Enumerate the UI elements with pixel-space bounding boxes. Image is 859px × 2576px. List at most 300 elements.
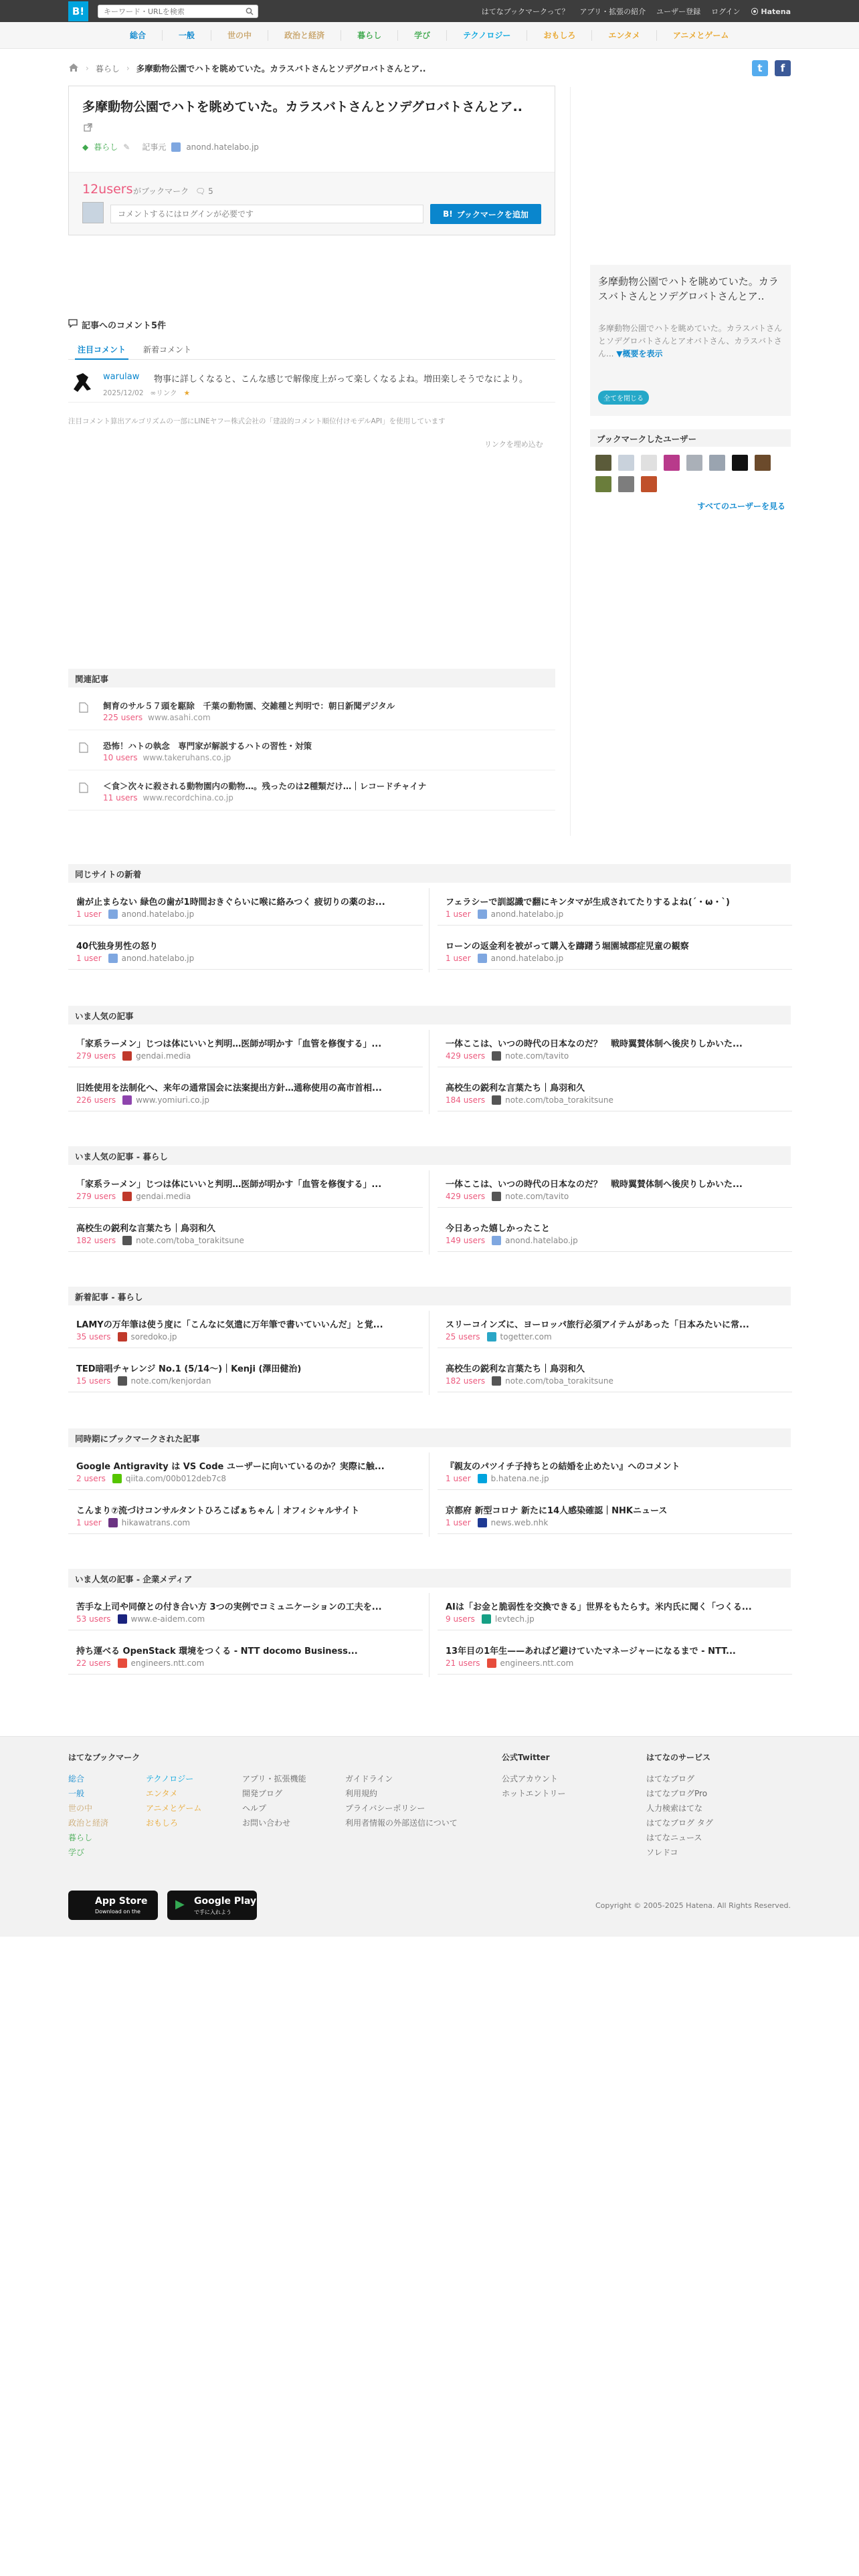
site-favicon-icon (492, 1051, 501, 1061)
footer-heading: はてなブックマーク (68, 1753, 140, 1762)
footer-link[interactable]: はてなブログPro (646, 1789, 708, 1798)
external-link-icon[interactable] (84, 123, 92, 134)
category-icon: ◆ (82, 142, 89, 152)
footer-link[interactable]: テクノロジー (146, 1774, 194, 1784)
comment-count: 5 (208, 187, 213, 196)
footer-link[interactable]: 学び (68, 1848, 85, 1857)
list-item-domain[interactable]: b.hatena.ne.jp (490, 1474, 549, 1483)
list-item-users[interactable]: 22 users (76, 1658, 111, 1668)
section-column-divider (429, 1311, 430, 1395)
footer (0, 1736, 859, 1937)
apps-link[interactable]: アプリ・拡張の紹介 (579, 7, 646, 16)
source-favicon-icon (171, 142, 181, 152)
section-heading: いま人気の記事 - 企業メディア (68, 1569, 791, 1588)
list-item-domain[interactable]: note.com/kenjordan (130, 1376, 211, 1386)
ai-note: 注目コメント算出アルゴリズムの一部にLINEヤフー株式会社の「建設的コメント順位付けモデルAPI」を使用しています (68, 417, 446, 425)
footer-link[interactable]: 開発ブログ (242, 1789, 283, 1798)
user-avatar-icon[interactable] (664, 455, 680, 471)
footer-link[interactable]: お問い合わせ (242, 1818, 291, 1828)
list-item-meta (76, 1518, 190, 1527)
category-tab[interactable]: 一般 (179, 31, 195, 40)
list-item[interactable] (68, 1213, 423, 1252)
list-item-domain[interactable]: gendai.media (136, 1192, 191, 1201)
footer-links-guide (345, 1772, 458, 1830)
list-item-meta (76, 909, 194, 919)
list-item-users[interactable]: 429 users (446, 1192, 486, 1201)
list-item[interactable] (68, 1636, 423, 1675)
site-favicon-icon (478, 954, 487, 963)
footer-link[interactable]: はてなブログ (646, 1774, 695, 1784)
related-title[interactable]: 飼育のサル５７頭を駆除 千葉の動物園、交雑種と判明で：朝日新聞デジタル (103, 701, 395, 711)
footer-link[interactable]: アニメとゲーム (146, 1804, 202, 1813)
list-item-title[interactable]: 高校生の鋭利な言葉たち｜鳥羽和久 (446, 1364, 585, 1374)
site-favicon-icon (108, 909, 118, 919)
column-divider (570, 87, 571, 836)
site-favicon-icon (112, 1474, 122, 1483)
category-tab[interactable]: アニメとゲーム (672, 31, 729, 40)
list-item-domain[interactable]: note.com/toba_torakitsune (505, 1376, 613, 1386)
section-heading: 新着記事 - 暮らし (68, 1287, 791, 1305)
login-link[interactable]: ログイン (711, 7, 741, 16)
list-item-domain[interactable]: note.com/toba_torakitsune (505, 1095, 613, 1105)
category-tab[interactable]: エンタメ (608, 31, 640, 40)
list-item-domain[interactable]: note.com/tavito (505, 1192, 569, 1201)
footer-link[interactable]: 暮らし (68, 1833, 93, 1842)
search-box (98, 5, 258, 18)
footer-link[interactable]: 一般 (68, 1789, 85, 1798)
related-meta (103, 793, 233, 802)
list-item[interactable] (68, 1029, 423, 1067)
list-item[interactable] (438, 1169, 792, 1208)
list-item-domain[interactable]: engineers.ntt.com (130, 1658, 205, 1668)
list-item-title[interactable]: 高校生の鋭利な言葉たち｜鳥羽和久 (76, 1224, 216, 1234)
category-tab[interactable]: 総合 (130, 31, 147, 40)
list-item-users[interactable]: 182 users (76, 1236, 116, 1245)
footer-link[interactable]: ソレドコ (646, 1848, 678, 1857)
site-favicon-icon (478, 909, 487, 919)
footer-link[interactable]: 利用者情報の外部送信について (345, 1818, 458, 1828)
comment-meta (103, 388, 190, 398)
entry-title[interactable]: 多摩動物公園でハトを眺めていた。カラスバトさんとソデグロバトさんとア.. (82, 100, 522, 114)
related-users[interactable]: 225 users (103, 713, 143, 722)
hatena-icon: ⦿ (751, 7, 761, 16)
list-item-users[interactable]: 2 users (76, 1474, 106, 1483)
list-item-users[interactable]: 226 users (76, 1095, 116, 1105)
list-item-meta (446, 909, 563, 919)
list-item-title[interactable]: フェラシーで訓認識で翻にキンタマが生成されてたりするよね(´・ω・`) (446, 897, 730, 907)
list-item-users[interactable]: 15 users (76, 1376, 111, 1386)
list-item-users[interactable]: 1 user (446, 954, 471, 963)
add-bookmark-label: ブックマークを追加 (456, 209, 529, 219)
site-favicon-icon (122, 1095, 132, 1105)
list-item-users[interactable]: 1 user (446, 909, 471, 919)
breadcrumb-category[interactable]: 暮らし (95, 64, 120, 74)
list-item-meta (446, 1236, 578, 1245)
list-item-meta (76, 1614, 205, 1624)
list-item-meta (446, 1614, 535, 1624)
list-item-title[interactable]: 苦手な上司や同僚との付き合い方 3つの実例でコミュニケーションの工夫を... (76, 1602, 382, 1612)
bookmark-user-icons (595, 455, 789, 492)
footer-link[interactable]: 政治と経済 (68, 1818, 109, 1828)
facebook-share-icon[interactable]: f (775, 60, 791, 76)
list-item[interactable] (68, 931, 423, 970)
twitter-share-icon[interactable]: t (752, 60, 768, 76)
footer-link[interactable]: おもしろ (146, 1818, 179, 1828)
tab-new-comments[interactable]: 新着コメント (143, 345, 192, 354)
site-favicon-icon (118, 1658, 127, 1668)
list-item-domain[interactable]: note.com/toba_torakitsune (136, 1236, 244, 1245)
list-item-meta (76, 1332, 177, 1341)
entry-meta (82, 141, 259, 152)
list-item[interactable] (68, 1451, 423, 1490)
about-link[interactable]: はてなブックマークって？ (481, 7, 569, 16)
list-item-title[interactable]: 『親友のパツイチ子持ちとの結婚を止めたい』へのコメント (446, 1462, 680, 1472)
footer-link[interactable]: ホットエントリー (502, 1789, 566, 1798)
footer-link[interactable]: 人力検索はてな (646, 1804, 703, 1813)
footer-link[interactable]: プライバシーポリシー (345, 1804, 425, 1813)
category-tab[interactable]: 暮らし (357, 31, 382, 40)
list-item-meta (446, 1518, 548, 1527)
summary-title: 多摩動物公園でハトを眺めていた。カラスバトさんとソデグロバトさんとア.. (598, 276, 779, 302)
list-item-users[interactable]: 1 user (446, 1518, 471, 1527)
category-tab[interactable]: おもしろ (543, 31, 576, 40)
list-item-users[interactable]: 1 user (446, 1474, 471, 1483)
app-store-sublabel: Download on the (95, 1909, 140, 1915)
footer-link[interactable]: ガイドライン (345, 1774, 393, 1784)
section-heading: 同じサイトの新着 (68, 864, 791, 883)
comment-link-label[interactable]: リンク (156, 389, 177, 397)
list-item[interactable] (438, 1213, 792, 1252)
entry-category[interactable]: 暮らし (94, 142, 118, 152)
hatena-brand-label: Hatena (761, 7, 791, 16)
list-item-users[interactable]: 25 users (446, 1332, 480, 1341)
list-item-title[interactable]: ローンの返金利を被がって購入を躊躇う堀園城郡症児童の観察 (446, 942, 689, 952)
list-item-title[interactable]: 「家系ラーメン」じつは体にいいと判明…医師が明かす「血管を修復する」... (76, 1180, 382, 1190)
related-meta (103, 753, 231, 762)
list-item-title[interactable]: 一体ここは、いつの時代の日本なのだ？ 戦時翼賛体制へ後戻りしかいた... (446, 1180, 743, 1190)
users-count[interactable]: 12users (82, 182, 133, 197)
footer-twitter-heading: 公式Twitter (502, 1753, 550, 1762)
list-item[interactable] (438, 887, 792, 926)
list-item-meta (76, 1095, 209, 1105)
list-item[interactable] (438, 931, 792, 970)
user-avatar-icon[interactable] (641, 455, 657, 471)
site-favicon-icon (492, 1192, 501, 1201)
list-item-title[interactable]: AIは「お金と脆弱性を交換できる」世界をもたらす。米内氏に聞く「つくる... (446, 1602, 752, 1612)
document-icon (79, 742, 88, 756)
site-favicon-icon (122, 1236, 132, 1245)
site-favicon-icon (118, 1332, 127, 1341)
list-item-domain[interactable]: gendai.media (136, 1051, 191, 1061)
list-item-meta (446, 1192, 569, 1201)
bookmark-label (133, 185, 213, 197)
list-item-domain[interactable]: anond.hatelabo.jp (121, 954, 195, 963)
site-favicon-icon (487, 1332, 496, 1341)
list-item-domain[interactable]: qiita.com/00b012deb7c8 (125, 1474, 226, 1483)
site-favicon-icon (482, 1614, 491, 1624)
section-heading: いま人気の記事 - 暮らし (68, 1146, 791, 1165)
list-item-users[interactable]: 429 users (446, 1051, 486, 1061)
bookmark-users-heading: ブックマークしたユーザー (590, 429, 791, 447)
hatena-brand[interactable] (751, 6, 791, 17)
entry-bookmark-area (69, 172, 555, 235)
site-favicon-icon (108, 1518, 118, 1527)
list-item-title[interactable]: 高校生の鋭利な言葉たち｜鳥羽和久 (446, 1083, 585, 1093)
list-item-users[interactable]: 1 user (76, 954, 102, 963)
related-users[interactable]: 11 users (103, 793, 138, 802)
pencil-icon: ✎ (123, 142, 130, 152)
footer-col-twitter (502, 1750, 550, 1770)
list-item[interactable] (438, 1451, 792, 1490)
section-column-divider (429, 1170, 430, 1255)
list-item-meta (76, 1474, 226, 1483)
bookmark-b-icon: B! (443, 209, 453, 219)
footer-col-services (646, 1750, 710, 1770)
related-item[interactable] (68, 732, 555, 770)
add-bookmark-button[interactable] (430, 204, 541, 224)
list-item[interactable] (68, 1592, 423, 1630)
chevron-right-icon: › (126, 64, 130, 73)
category-nav (0, 22, 859, 49)
user-avatar-icon[interactable] (641, 476, 657, 492)
list-item-meta (76, 1376, 211, 1386)
footer-link[interactable]: 世の中 (68, 1804, 93, 1813)
see-all-users-link[interactable]: すべてのユーザーを見る (697, 502, 785, 511)
breadcrumb (68, 59, 426, 78)
tab-featured-comments[interactable]: 注目コメント (75, 344, 128, 360)
list-item-domain[interactable]: hikawatrans.com (121, 1518, 191, 1527)
list-item-title[interactable]: LAMYの万年筆は使う度に「こんなに気遣に万年筆で書いていいんだ」と覚... (76, 1320, 383, 1330)
home-icon[interactable] (68, 63, 79, 74)
section-heading: 同時期にブックマークされた記事 (68, 1428, 791, 1447)
comments-heading (68, 318, 166, 331)
footer-link[interactable]: はてなブログ タグ (646, 1818, 713, 1828)
search-icon[interactable] (246, 7, 254, 18)
footer-col-bookmark (68, 1750, 140, 1770)
google-play-icon: ▶ (175, 1897, 185, 1911)
category-tab[interactable]: 学び (414, 31, 431, 40)
summary-description (598, 322, 783, 360)
footer-link[interactable]: 公式アカウント (502, 1774, 558, 1784)
star-icon[interactable]: ★ (183, 389, 190, 397)
footer-link[interactable]: アプリ・拡張機能 (242, 1774, 306, 1784)
user-avatar-icon[interactable] (618, 455, 634, 471)
footer-link[interactable]: はてなニュース (646, 1833, 702, 1842)
list-item-users[interactable]: 9 users (446, 1614, 475, 1624)
list-item-meta (76, 1236, 244, 1245)
section-column-divider (429, 1593, 430, 1677)
footer-link[interactable]: 総合 (68, 1774, 85, 1784)
list-item[interactable] (68, 887, 423, 926)
related-heading: 関連記事 (68, 669, 555, 687)
site-favicon-icon (122, 1051, 132, 1061)
list-item-domain[interactable]: anond.hatelabo.jp (490, 954, 564, 963)
list-item[interactable] (68, 1073, 423, 1111)
comment-date[interactable]: 2025/12/02 (103, 389, 144, 397)
list-item-domain[interactable]: www.yomiuri.co.jp (136, 1095, 209, 1105)
hatena-bookmark-logo[interactable]: B! (68, 1, 88, 21)
list-item-domain[interactable]: engineers.ntt.com (500, 1658, 574, 1668)
list-item[interactable] (438, 1495, 792, 1534)
list-item-title[interactable]: TED暗唱チャレンジ No.1 (5/14〜)｜Kenji (澤田健治) (76, 1364, 302, 1374)
copyright: Copyright © 2005-2025 Hatena. All Rights Reserved. (595, 1901, 791, 1910)
list-item-meta (76, 1658, 204, 1668)
section-column-divider (429, 1453, 430, 1537)
list-item[interactable] (438, 1354, 792, 1392)
category-tab[interactable]: 世の中 (227, 31, 252, 40)
related-domain[interactable]: www.takeruhans.co.jp (142, 753, 231, 762)
list-item-users[interactable]: 53 users (76, 1614, 111, 1624)
list-item[interactable] (68, 1169, 423, 1208)
list-item-title[interactable]: 一体ここは、いつの時代の日本なのだ？ 戦時翼賛体制へ後戻りしかいた... (446, 1039, 743, 1049)
list-item-title[interactable]: スリーコインズに、ヨーロッパ旅行必須アイテムがあった「日本みたいに常... (446, 1320, 749, 1330)
user-avatar-icon[interactable] (732, 455, 748, 471)
list-item-meta (446, 1051, 569, 1061)
user-avatar-icon[interactable] (709, 455, 725, 471)
list-item-meta (446, 954, 563, 963)
list-item-domain[interactable]: soredoko.jp (130, 1332, 177, 1341)
document-icon (79, 702, 88, 716)
comment-icon: 🗨 (195, 187, 206, 196)
list-item-meta (76, 1192, 191, 1201)
user-avatar-icon[interactable] (595, 476, 611, 492)
footer-services-links (646, 1772, 713, 1860)
footer-link[interactable]: ヘルプ (242, 1804, 267, 1813)
register-link[interactable]: ユーザー登録 (656, 7, 701, 16)
speech-bubble-icon (68, 319, 78, 330)
list-item-users[interactable]: 1 user (76, 909, 102, 919)
list-item-title[interactable]: 13年目の1年生——あればど避けていたマネージャーになるまで - NTT... (446, 1646, 736, 1656)
source-domain[interactable]: anond.hatelabo.jp (186, 142, 259, 152)
list-item-meta (446, 1095, 613, 1105)
google-play-sublabel: で手に入れよう (194, 1909, 231, 1915)
related-item[interactable] (68, 772, 555, 811)
document-icon (79, 782, 88, 796)
list-item[interactable] (438, 1073, 792, 1111)
list-item-users[interactable]: 21 users (446, 1658, 480, 1668)
list-item-title[interactable]: 歯が止まらない 緑色の歯が1時間おきぐらいに喉に絡みつく 疲切りの薬のお... (76, 897, 385, 907)
related-title[interactable]: 恐怖！ハトの執念 専門家が解説するハトの習性・対策 (103, 741, 312, 751)
footer-categories-a (68, 1772, 108, 1860)
app-store-button[interactable] (68, 1891, 158, 1920)
site-favicon-icon (108, 954, 118, 963)
list-item-domain[interactable]: anond.hatelabo.jp (505, 1236, 578, 1245)
share-buttons (752, 60, 791, 76)
footer-link[interactable]: エンタメ (146, 1789, 178, 1798)
related-domain[interactable]: www.asahi.com (148, 713, 211, 722)
list-item[interactable] (68, 1495, 423, 1534)
list-item-users[interactable]: 1 user (76, 1518, 102, 1527)
footer-services-heading: はてなのサービス (646, 1753, 711, 1762)
list-item-title[interactable]: 持ち運べる OpenStack 環境をつくる - NTT docomo Business... (76, 1646, 358, 1656)
site-favicon-icon (492, 1236, 501, 1245)
related-title[interactable]: ＜食＞次々に殺される動物園内の動物…。残ったのは2種類だけ…｜レコードチャイナ (103, 781, 427, 791)
entry-card (68, 86, 555, 235)
list-item-meta (76, 954, 194, 963)
google-play-button[interactable] (167, 1891, 257, 1920)
list-item-users[interactable]: 184 users (446, 1095, 486, 1105)
user-avatar-icon[interactable] (755, 455, 771, 471)
footer-categories-b (146, 1772, 201, 1830)
site-favicon-icon (487, 1658, 496, 1668)
user-avatar-icon[interactable] (686, 455, 702, 471)
user-avatar-icon[interactable] (595, 455, 611, 471)
user-avatar-icon[interactable] (70, 369, 95, 395)
list-item-title[interactable]: 今日あった嬉しかったこと (446, 1224, 550, 1234)
close-all-button[interactable]: 全てを閉じる (598, 391, 649, 405)
list-item-domain[interactable]: note.com/tavito (505, 1051, 569, 1061)
related-item[interactable] (68, 691, 555, 730)
related-domain[interactable]: www.recordchina.co.jp (142, 793, 233, 802)
embed-link[interactable]: リンクを埋め込む (484, 440, 543, 449)
list-item-meta (446, 1658, 573, 1668)
site-favicon-icon (492, 1376, 501, 1386)
top-bar (0, 0, 859, 22)
list-item-title[interactable]: 京都府 新型コロナ 新たに14人感染確認｜NHKニュース (446, 1506, 668, 1516)
list-item-users[interactable]: 279 users (76, 1192, 116, 1201)
list-item-users[interactable]: 35 users (76, 1332, 111, 1341)
source-label: 記事元 (142, 142, 167, 152)
list-item[interactable] (438, 1636, 792, 1675)
list-item[interactable] (68, 1354, 423, 1392)
comment-item (68, 368, 555, 403)
list-item[interactable] (438, 1309, 792, 1348)
summary-more-link[interactable]: ▼概要を表示 (616, 349, 663, 358)
site-favicon-icon (118, 1614, 127, 1624)
list-item[interactable] (438, 1029, 792, 1067)
user-avatar-icon[interactable] (618, 476, 634, 492)
list-item-domain[interactable]: anond.hatelabo.jp (490, 909, 564, 919)
list-item-domain[interactable]: levtech.jp (494, 1614, 535, 1624)
list-item-title[interactable]: こんまり⑦流づけコンサルタントひろこばぁちゃん｜オフィシャルサイト (76, 1506, 360, 1516)
list-item-title[interactable]: 「家系ラーメン」じつは体にいいと判明…医師が明かす「血管を修復する」... (76, 1039, 382, 1049)
category-tab[interactable]: 政治と経済 (284, 31, 325, 40)
footer-links-app (242, 1772, 306, 1830)
link-icon: ∞リンク (150, 389, 177, 397)
footer-link[interactable]: 利用規約 (345, 1789, 378, 1798)
list-item-domain[interactable]: news.web.nhk (490, 1518, 549, 1527)
list-item-domain[interactable]: togetter.com (500, 1332, 552, 1341)
site-favicon-icon (122, 1192, 132, 1201)
list-item-users[interactable]: 182 users (446, 1376, 486, 1386)
list-item-domain[interactable]: anond.hatelabo.jp (121, 909, 195, 919)
search-input[interactable] (98, 5, 239, 17)
site-favicon-icon (478, 1474, 487, 1483)
list-item-meta (446, 1474, 549, 1483)
list-item-meta (446, 1332, 552, 1341)
summary-box (590, 265, 791, 416)
list-item-users[interactable]: 279 users (76, 1051, 116, 1061)
list-item-title[interactable]: 40代独身男性の怒り (76, 942, 159, 952)
comment-username[interactable]: warulaw (103, 372, 140, 382)
list-item-users[interactable]: 149 users (446, 1236, 486, 1245)
list-item-title[interactable]: 旧姓使用を法制化へ、来年の通常国会に法案提出方針…通称使用の高市首相... (76, 1083, 382, 1093)
section-column-divider (429, 1030, 430, 1114)
category-tab[interactable]: テクノロジー (463, 31, 511, 40)
list-item-title[interactable]: Google Antigravity は VS Code ユーザーに向いているのか？実際に触... (76, 1462, 385, 1472)
list-item[interactable] (438, 1592, 792, 1630)
related-meta (103, 713, 211, 722)
list-item-meta (446, 1376, 613, 1386)
comment-input[interactable] (110, 205, 423, 223)
comment-text: 物事に詳しくなると、こんな感じで解像度上がって楽しくなるよね。増田楽しそうでなにより。 (154, 374, 529, 385)
top-links (482, 0, 791, 22)
list-item[interactable] (68, 1309, 423, 1348)
breadcrumb-title: 多摩動物公園でハトを眺めていた。カラスバトさんとソデグロバトさんとア.. (136, 64, 426, 74)
app-store-label: App Store (95, 1896, 148, 1907)
list-item-domain[interactable]: www.e-aidem.com (130, 1614, 205, 1624)
related-users[interactable]: 10 users (103, 753, 138, 762)
